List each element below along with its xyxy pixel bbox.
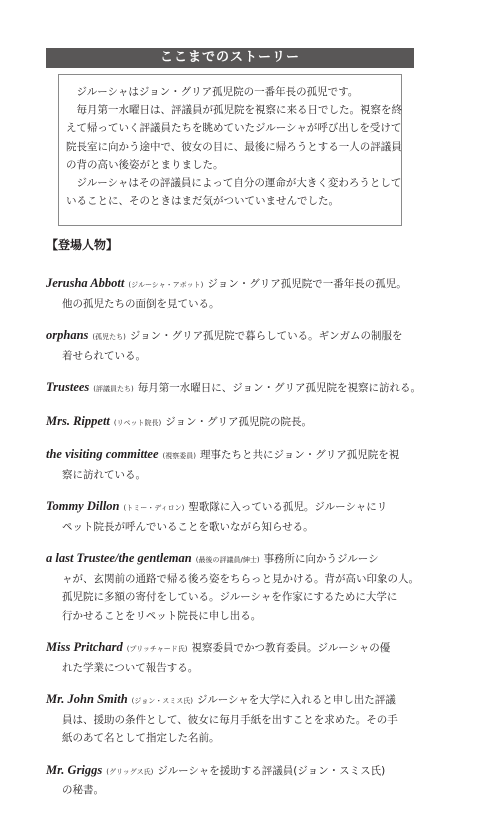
story-summary-box bbox=[58, 74, 402, 226]
character-entry bbox=[46, 412, 426, 433]
character-first-line bbox=[46, 690, 426, 711]
story-line: えて帰っていく評議員たちを眺めていたジルーシャが呼び出しを受けて bbox=[66, 122, 402, 135]
character-name: Jerusha Abbott bbox=[46, 276, 125, 290]
character-description: ジルーシャを援助する評議員(ジョン・スミス氏) bbox=[157, 764, 386, 777]
character-name: Miss Pritchard bbox=[46, 640, 123, 654]
character-name: Tommy Dillon bbox=[46, 499, 120, 513]
story-line: 毎月第一水曜日は、評議員が孤児院を視察に来る日でした。視察を終 bbox=[76, 104, 402, 117]
story-line: の背の高い後姿がとまりました。 bbox=[66, 158, 224, 171]
character-description-line: 行かせることをリペット院長に申し出る。 bbox=[62, 609, 262, 622]
character-description-line: ペット院長が呼んでいることを歌いながら知らせる。 bbox=[62, 520, 314, 533]
character-description-line: 紙のあて名として指定した名前。 bbox=[62, 732, 220, 744]
story-line: いることに、そのときはまだ気がついていませんでした。 bbox=[66, 195, 339, 208]
character-reading: (孤児たち) bbox=[92, 333, 126, 341]
character-description: ジョン・グリア孤児院で暮らしている。ギンガムの制服を bbox=[129, 330, 403, 342]
story-line: 院長室に向かう途中で、彼女の目に、最後に帰ろうとする一人の評議員 bbox=[66, 140, 402, 153]
character-first-line bbox=[46, 549, 426, 570]
character-entry bbox=[46, 761, 426, 800]
character-description-line: 員は、援助の条件として、彼女に毎月手紙を出すことを求めた。その手 bbox=[62, 713, 398, 726]
character-description: ジルーシャを大学に入れると申し出た評議 bbox=[196, 694, 396, 706]
character-reading: (プリッチャード氏) bbox=[126, 645, 188, 653]
character-first-line bbox=[46, 445, 426, 466]
character-entry bbox=[46, 326, 426, 365]
character-entry bbox=[46, 549, 426, 625]
character-reading: (グリッグス氏) bbox=[106, 767, 154, 776]
character-reading: (ジルーシャ・アボット) bbox=[128, 281, 204, 289]
character-first-line bbox=[46, 378, 426, 399]
character-name: Mr. Griggs bbox=[46, 762, 103, 777]
character-description: 視察委員でかつ教育委員。ジルーシャの優 bbox=[191, 642, 391, 654]
character-reading: (ジョン・スミス氏) bbox=[131, 697, 193, 705]
character-name: Mrs. Rippett bbox=[46, 413, 110, 428]
character-reading: (トミー・ディロン) bbox=[123, 504, 185, 512]
character-first-line bbox=[46, 497, 426, 518]
character-description-line: 他の孤児たちの面倒を見ている。 bbox=[62, 297, 220, 310]
character-reading: (最後の評議員/紳士) bbox=[195, 556, 260, 564]
character-description: 事務所に向かうジルーシ bbox=[263, 553, 379, 565]
character-name: Mr. John Smith bbox=[46, 692, 128, 706]
character-first-line bbox=[46, 761, 426, 782]
character-description: ジョン・グリア孤児院の院長。 bbox=[165, 415, 313, 428]
character-name: the visiting committee bbox=[46, 447, 159, 461]
character-description-line: 孤児院に多額の寄付をしている。ジルーシャを作家にするために大学に bbox=[62, 591, 398, 603]
story-heading: ここまでのストーリー bbox=[46, 48, 414, 68]
character-first-line bbox=[46, 412, 426, 433]
character-entry bbox=[46, 690, 426, 748]
story-line: ジルーシャはジョン・グリア孤児院の一番年長の孤児です。 bbox=[76, 86, 359, 98]
character-description-line: 察に訪れている。 bbox=[62, 468, 146, 481]
character-list bbox=[46, 274, 426, 813]
character-reading: (リペット院長) bbox=[113, 418, 162, 427]
character-name: a last Trustee/the gentleman bbox=[46, 551, 192, 565]
character-description: ジョン・グリア孤児院で一番年長の孤児。 bbox=[207, 278, 407, 290]
character-description-line: ャが、玄関前の通路で帰る後ろ姿をちらっと見かける。背が高い印象の人。 bbox=[62, 572, 419, 585]
character-entry bbox=[46, 445, 426, 484]
character-entry bbox=[46, 378, 426, 399]
character-description: 理事たちと共にジョン・グリア孤児院を視 bbox=[199, 449, 400, 461]
character-entry bbox=[46, 274, 426, 313]
character-reading: (評議員たち) bbox=[93, 385, 134, 393]
character-first-line bbox=[46, 326, 426, 347]
character-description-line: の秘書。 bbox=[62, 784, 104, 796]
character-description-line: れた学業について報告する。 bbox=[62, 661, 199, 674]
character-name: Trustees bbox=[46, 380, 90, 394]
character-first-line bbox=[46, 274, 426, 295]
character-description: 毎月第一水曜日に、ジョン・グリア孤児院を視察に訪れる。 bbox=[137, 382, 422, 394]
character-entry bbox=[46, 638, 426, 677]
character-description: 聖歌隊に入っている孤児。ジルーシャにリ bbox=[188, 501, 388, 513]
character-entry bbox=[46, 497, 426, 536]
character-first-line bbox=[46, 638, 426, 659]
character-description-line: 着せられている。 bbox=[62, 349, 146, 362]
character-reading: (視察委員) bbox=[162, 452, 196, 460]
characters-title: 【登場人物】 bbox=[46, 238, 119, 252]
character-name: orphans bbox=[46, 328, 89, 342]
story-line: ジルーシャはその評議員によって自分の運命が大きく変わろうとして bbox=[76, 177, 402, 190]
